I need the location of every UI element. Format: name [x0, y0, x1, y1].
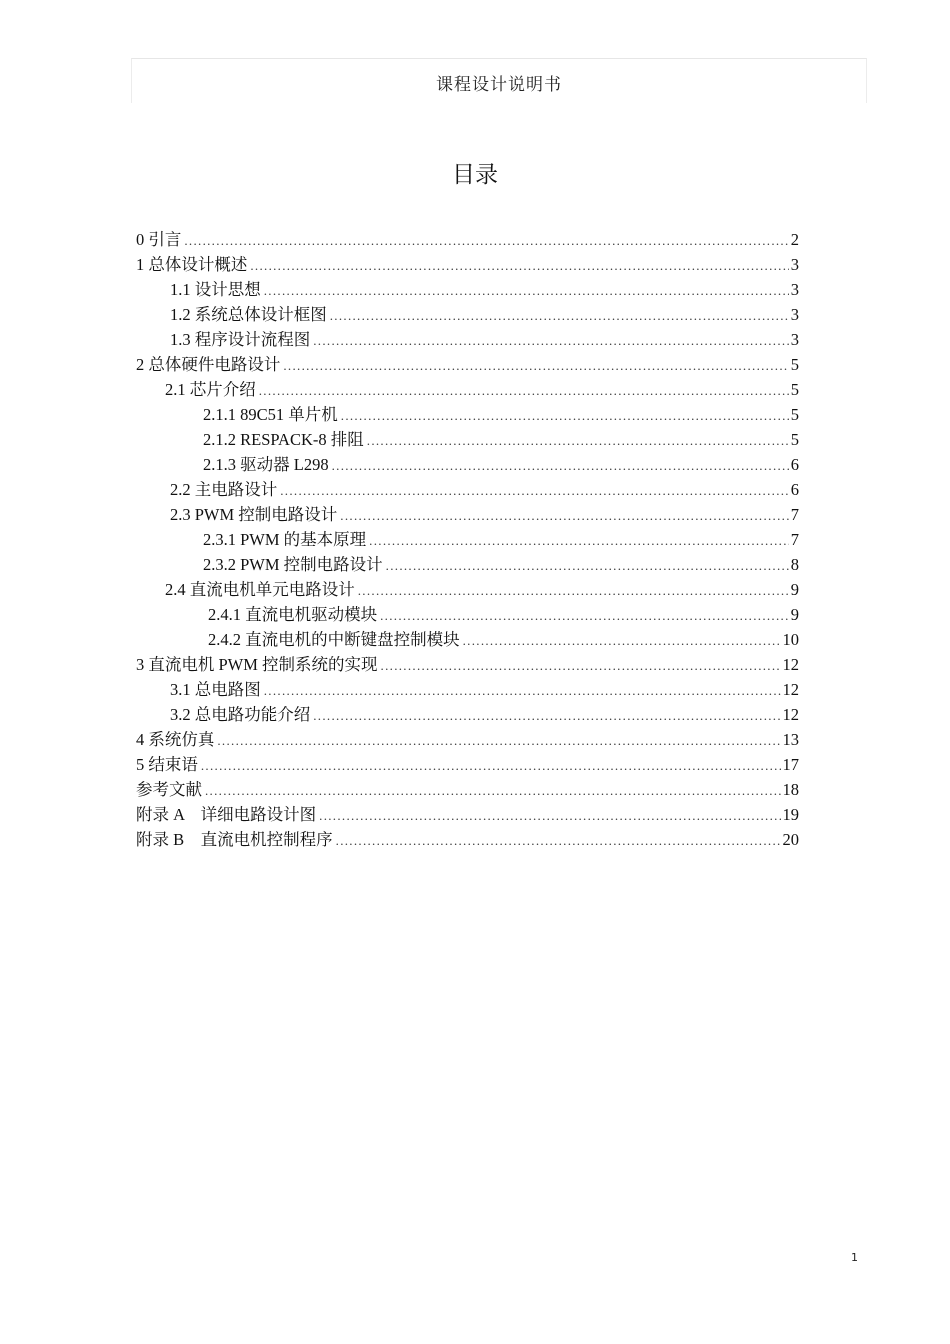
toc-entry[interactable]	[136, 802, 799, 827]
toc-entry-page: 5	[790, 405, 799, 424]
toc-entry[interactable]	[136, 652, 799, 677]
toc-leader-dots	[264, 678, 781, 703]
toc-entry[interactable]	[136, 477, 799, 502]
toc-entry[interactable]	[136, 602, 799, 627]
toc-entry-label: 2.3.2 PWM 控制电路设计	[203, 555, 383, 574]
toc-leader-dots	[381, 653, 781, 678]
toc-entry-label: 2.1.2 RESPACK-8 排阻	[203, 430, 364, 449]
toc-entry-page: 3	[790, 280, 799, 299]
toc-entry[interactable]	[136, 352, 799, 377]
header-title: 课程设计说明书	[436, 75, 562, 94]
toc-entry-page: 5	[790, 430, 799, 449]
toc-entry[interactable]	[136, 752, 799, 777]
toc-leader-dots	[217, 728, 780, 753]
toc-entry[interactable]	[136, 727, 799, 752]
page-header	[131, 58, 867, 103]
toc-entry-page: 13	[782, 730, 799, 749]
toc-leader-dots	[330, 303, 789, 328]
toc-entry-page: 19	[782, 805, 799, 824]
toc-entry-page: 3	[790, 305, 799, 324]
toc-entry[interactable]	[136, 677, 799, 702]
toc-entry-page: 9	[790, 605, 799, 624]
toc-leader-dots	[283, 353, 788, 378]
toc-entry[interactable]	[136, 327, 799, 352]
toc-leader-dots	[380, 603, 789, 628]
toc-leader-dots	[340, 503, 788, 528]
toc-entry-page: 12	[782, 655, 799, 674]
toc-title: 目录	[452, 162, 498, 188]
toc-entry-page: 3	[790, 255, 799, 274]
toc-entry[interactable]	[136, 427, 799, 452]
toc-entry-label: 2.1.3 驱动器 L298	[203, 455, 329, 474]
toc-entry[interactable]	[136, 777, 799, 802]
toc-entry[interactable]	[136, 577, 799, 602]
toc-entry-page: 6	[790, 480, 799, 499]
toc-leader-dots	[319, 803, 780, 828]
toc-entry-label: 2.4 直流电机单元电路设计	[165, 580, 355, 599]
toc-entry[interactable]	[136, 827, 799, 852]
toc-entry-label: 2.1.1 89C51 单片机	[203, 405, 338, 424]
toc-leader-dots	[280, 478, 789, 503]
toc-entry-page: 5	[790, 380, 799, 399]
toc-entry-label: 附录 A 详细电路设计图	[136, 805, 317, 824]
toc-entry-page: 12	[782, 680, 799, 699]
toc-entry-page: 17	[782, 755, 799, 774]
toc-leader-dots	[463, 628, 781, 653]
toc-entry-label: 4 系统仿真	[136, 730, 215, 749]
toc-entry[interactable]	[136, 302, 799, 327]
toc-entry-page: 18	[782, 780, 799, 799]
toc-entry-page: 12	[782, 705, 799, 724]
toc-entry-label: 1 总体设计概述	[136, 255, 248, 274]
toc-entry-label: 3.2 总电路功能介绍	[170, 705, 311, 724]
toc-entry-label: 0 引言	[136, 230, 182, 249]
toc-entry[interactable]	[136, 527, 799, 552]
toc-entry-page: 8	[790, 555, 799, 574]
toc-entry-page: 9	[790, 580, 799, 599]
toc-leader-dots	[367, 428, 789, 453]
toc-leader-dots	[250, 253, 788, 278]
toc-entry-page: 6	[790, 455, 799, 474]
toc-entry-label: 5 结束语	[136, 755, 198, 774]
toc-entry[interactable]	[136, 277, 799, 302]
toc-entry[interactable]	[136, 227, 799, 252]
toc-leader-dots	[341, 403, 789, 428]
toc-entry-label: 3.1 总电路图	[170, 680, 261, 699]
toc-entry-page: 7	[790, 505, 799, 524]
toc-entry[interactable]	[136, 702, 799, 727]
toc-entry[interactable]	[136, 252, 799, 277]
toc-entry-label: 2.4.2 直流电机的中断键盘控制模块	[208, 630, 460, 649]
toc-entry-label: 3 直流电机 PWM 控制系统的实现	[136, 655, 378, 674]
toc-leader-dots	[386, 553, 789, 578]
table-of-contents	[136, 227, 799, 852]
toc-entry-label: 1.1 设计思想	[170, 280, 261, 299]
toc-entry-label: 1.3 程序设计流程图	[170, 330, 311, 349]
toc-entry[interactable]	[136, 502, 799, 527]
toc-entry-page: 3	[790, 330, 799, 349]
toc-entry-label: 2.3 PWM 控制电路设计	[170, 505, 338, 524]
toc-leader-dots	[201, 753, 781, 778]
toc-entry[interactable]	[136, 377, 799, 402]
toc-entry-label: 附录 B 直流电机控制程序	[136, 830, 333, 849]
toc-entry-page: 5	[790, 355, 799, 374]
toc-entry-page: 20	[782, 830, 799, 849]
toc-leader-dots	[332, 453, 789, 478]
toc-leader-dots	[369, 528, 789, 553]
toc-entry-label: 2.4.1 直流电机驱动模块	[208, 605, 378, 624]
toc-leader-dots	[358, 578, 789, 603]
toc-entry-label: 参考文献	[136, 780, 202, 799]
toc-entry-page: 10	[782, 630, 799, 649]
toc-leader-dots	[313, 328, 789, 353]
page-number: 1	[851, 1251, 858, 1264]
toc-leader-dots	[336, 828, 781, 853]
toc-leader-dots	[264, 278, 789, 303]
toc-leader-dots	[259, 378, 789, 403]
toc-entry[interactable]	[136, 452, 799, 477]
toc-entry[interactable]	[136, 552, 799, 577]
toc-entry-label: 2.2 主电路设计	[170, 480, 278, 499]
toc-entry-label: 2.1 芯片介绍	[165, 380, 256, 399]
toc-entry-page: 7	[790, 530, 799, 549]
toc-entry-label: 1.2 系统总体设计框图	[170, 305, 327, 324]
toc-leader-dots	[205, 778, 781, 803]
toc-leader-dots	[313, 703, 780, 728]
toc-entry[interactable]	[136, 402, 799, 427]
toc-entry-label: 2.3.1 PWM 的基本原理	[203, 530, 367, 549]
toc-entry-label: 2 总体硬件电路设计	[136, 355, 281, 374]
toc-entry[interactable]	[136, 627, 799, 652]
toc-leader-dots	[184, 228, 788, 253]
toc-entry-page: 2	[790, 230, 799, 249]
